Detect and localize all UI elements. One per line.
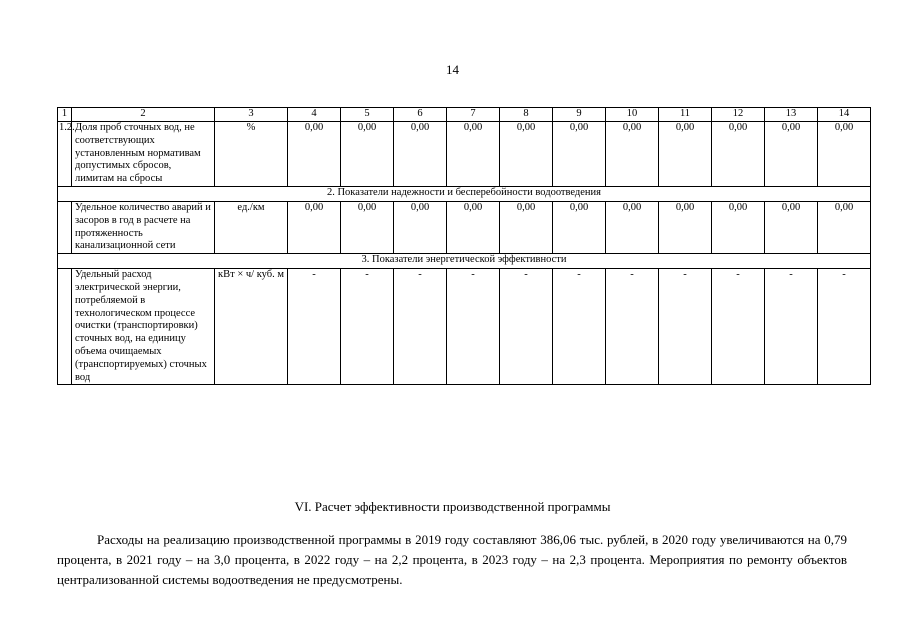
unit-cell: кВт × ч/ куб. м bbox=[215, 269, 288, 385]
section-heading: 3. Показатели энергетической эффективности bbox=[58, 254, 871, 269]
row-number bbox=[58, 269, 72, 385]
body-paragraph: Расходы на реализацию производственной программы в 2019 году составляют 386,06 тыс. рублей, в 2020 году увеличиваются на 0,79 процента, в 2021 году – на 3,0 процента, в 2022 году – на 2,2 процента, в 2023 году – на 2,3 процента. Мероприятия по ремонту объектов централизованной системы водоотведения не предусмотрены. bbox=[57, 532, 847, 587]
value-cell: 0,00 bbox=[765, 201, 818, 253]
column-header: 12 bbox=[712, 108, 765, 122]
value-cell: 0,00 bbox=[606, 122, 659, 187]
value-cell: - bbox=[288, 269, 341, 385]
value-cell: 0,00 bbox=[765, 122, 818, 187]
section-row bbox=[58, 254, 871, 269]
value-cell: 0,00 bbox=[712, 201, 765, 253]
value-cell: - bbox=[606, 269, 659, 385]
value-cell: 0,00 bbox=[341, 122, 394, 187]
value-cell: - bbox=[341, 269, 394, 385]
column-header: 4 bbox=[288, 108, 341, 122]
unit-cell: % bbox=[215, 122, 288, 187]
indicators-table bbox=[57, 107, 871, 385]
table-row bbox=[58, 122, 871, 187]
value-cell: 0,00 bbox=[288, 122, 341, 187]
table-row bbox=[58, 269, 871, 385]
column-header: 2 bbox=[72, 108, 215, 122]
indicator-name: Удельное количество аварий и засоров в год в расчете на протяженность канализационной сети bbox=[72, 201, 215, 253]
value-cell: 0,00 bbox=[659, 201, 712, 253]
value-cell: 0,00 bbox=[394, 201, 447, 253]
value-cell: - bbox=[500, 269, 553, 385]
value-cell: 0,00 bbox=[500, 201, 553, 253]
value-cell: 0,00 bbox=[500, 122, 553, 187]
value-cell: - bbox=[447, 269, 500, 385]
value-cell: 0,00 bbox=[394, 122, 447, 187]
value-cell: - bbox=[659, 269, 712, 385]
column-header: 9 bbox=[553, 108, 606, 122]
column-header: 3 bbox=[215, 108, 288, 122]
section-row bbox=[58, 186, 871, 201]
column-header: 5 bbox=[341, 108, 394, 122]
column-header: 6 bbox=[394, 108, 447, 122]
column-header: 13 bbox=[765, 108, 818, 122]
table-row bbox=[58, 201, 871, 253]
unit-cell: ед./км bbox=[215, 201, 288, 253]
value-cell: - bbox=[553, 269, 606, 385]
value-cell: 0,00 bbox=[553, 122, 606, 187]
value-cell: 0,00 bbox=[712, 122, 765, 187]
value-cell: 0,00 bbox=[659, 122, 712, 187]
column-header: 11 bbox=[659, 108, 712, 122]
column-header: 1 bbox=[58, 108, 72, 122]
value-cell: 0,00 bbox=[447, 201, 500, 253]
column-header: 8 bbox=[500, 108, 553, 122]
value-cell: 0,00 bbox=[553, 201, 606, 253]
column-header: 7 bbox=[447, 108, 500, 122]
table-header-row bbox=[58, 108, 871, 122]
value-cell: - bbox=[712, 269, 765, 385]
column-header: 10 bbox=[606, 108, 659, 122]
value-cell: - bbox=[765, 269, 818, 385]
row-number bbox=[58, 201, 72, 253]
column-header: 14 bbox=[818, 108, 871, 122]
section-heading: 2. Показатели надежности и бесперебойности водоотведения bbox=[58, 186, 871, 201]
value-cell: - bbox=[394, 269, 447, 385]
value-cell: - bbox=[818, 269, 871, 385]
value-cell: 0,00 bbox=[447, 122, 500, 187]
indicator-name: Доля проб сточных вод, не соответствующих установленным нормативам допустимых сбросов, лимитам на сбросы bbox=[72, 122, 215, 187]
page-number: 14 bbox=[446, 62, 459, 77]
value-cell: 0,00 bbox=[341, 201, 394, 253]
value-cell: 0,00 bbox=[818, 201, 871, 253]
value-cell: 0,00 bbox=[288, 201, 341, 253]
value-cell: 0,00 bbox=[606, 201, 659, 253]
section-title: VI. Расчет эффективности производственной программы bbox=[294, 499, 611, 514]
indicator-name: Удельный расход электрической энергии, потребляемой в технологическом процессе очистки (транспортировки) сточных вод, на единицу объема очищаемых (транспортируемых) сточных вод bbox=[72, 269, 215, 385]
value-cell: 0,00 bbox=[818, 122, 871, 187]
row-number: 1.2. bbox=[58, 122, 72, 187]
